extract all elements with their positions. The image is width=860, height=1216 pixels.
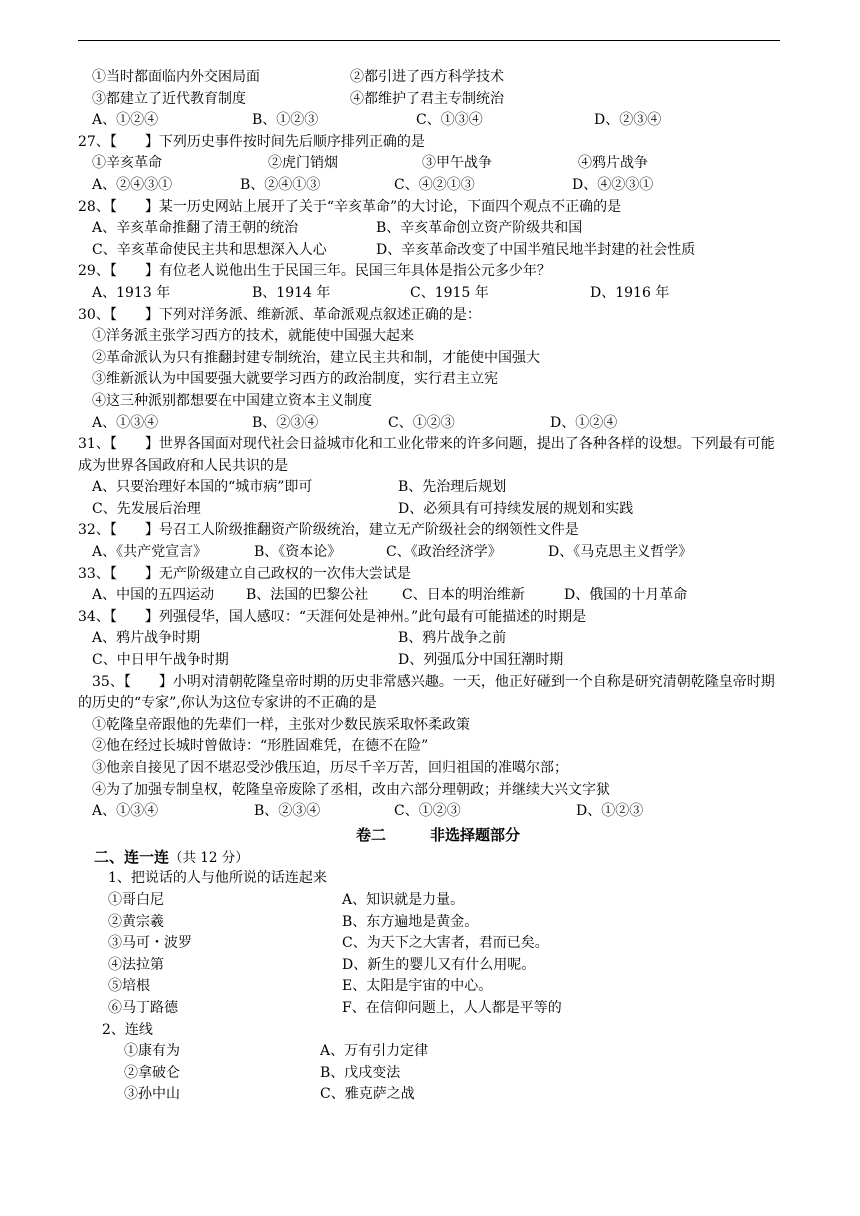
link-row-3: [78, 1084, 798, 1106]
q35-item1: ①乾隆皇帝跟他的先辈们一样，主张对少数民族采取怀柔政策: [92, 716, 470, 733]
q29-choice-c: C、1915 年: [410, 284, 489, 301]
match-person-5: ⑤培根: [108, 978, 150, 995]
q34-stem: 34、【 】列强侵华，国人感叹：“天涯何处是神州。”此句最有可能描述的时期是: [78, 608, 587, 625]
link-person-3: ③孙中山: [124, 1086, 180, 1103]
q29-choice-b: B、1914 年: [252, 284, 331, 301]
match-person-1: ①哥白尼: [108, 891, 164, 908]
q35-item3: ③他亲自接见了因不堪忍受沙俄压迫，历尽千辛万苦，回归祖国的准噶尔部；: [92, 760, 568, 776]
q28-choices-row1: [78, 218, 798, 240]
q35-choice-a: A、①③④: [92, 803, 159, 820]
q28-stem: 28、【 】某一历史网站上展开了关于“辛亥革命”的大讨论，下面四个观点不正确的是: [78, 198, 622, 215]
q26-options-row1: [78, 67, 798, 89]
match-row-3: [78, 933, 798, 955]
q26-choice-c: C、①③④: [416, 112, 483, 129]
section-title-right: 非选择题部分: [430, 825, 521, 844]
link-row-2: [78, 1063, 798, 1085]
q29-choice-a: A、1913 年: [92, 284, 171, 301]
q29-stem: 29、【 】有位老人说他出生于民国三年。民国三年具体是指公元多少年？: [78, 263, 551, 280]
q32-choice-a: A、《共产党宣言》: [92, 544, 208, 561]
sub1-title: 1、把说话的人与他所说的话连起来: [108, 870, 327, 887]
q28-choice-c: C、辛亥革命使民主共和思想深入人心: [92, 241, 327, 258]
section-title: [78, 823, 798, 847]
q35-choice-d: D、①②③: [576, 803, 644, 820]
q26-opt3: ③都建立了近代教育制度: [92, 90, 246, 107]
match-person-4: ④法拉第: [108, 956, 164, 973]
q27-item2: ②虎门销烟: [268, 155, 338, 172]
section-title-left: 卷二: [355, 825, 386, 844]
q30-choice-c: C、①②③: [388, 414, 455, 431]
link-event-c: C、雅克萨之战: [320, 1086, 415, 1103]
link-person-2: ②拿破仑: [124, 1064, 180, 1081]
q26-opt1: ①当时都面临内外交困局面: [92, 69, 260, 85]
q29-choices: [78, 283, 798, 305]
q30-choice-b: B、②③④: [252, 414, 319, 431]
q30-choice-a: A、①③④: [92, 414, 159, 431]
q32-choice-d: D、《马克思主义哲学》: [548, 544, 693, 561]
q28-choice-b: B、辛亥革命创立资产阶级共和国: [376, 220, 583, 237]
q27-choices: [78, 175, 798, 197]
q28-choice-d: D、辛亥革命改变了中国半殖民地半封建的社会性质: [376, 241, 696, 258]
q28-choice-a: A、辛亥革命推翻了清王朝的统治: [92, 220, 299, 237]
q33-choices: [78, 585, 798, 607]
q31-choice-b: B、先治理后规划: [398, 479, 507, 496]
sub2-title: 2、连线: [102, 1021, 153, 1038]
q34-choice-a: A、鸦片战争时期: [92, 630, 201, 647]
q32-choice-c: C、《政治经济学》: [386, 544, 502, 561]
q27-item1: ①辛亥革命: [92, 155, 162, 172]
q27-stem: 27、【 】下列历史事件按时间先后顺序排列正确的是: [78, 133, 425, 150]
q34-choice-b: B、鸦片战争之前: [398, 630, 507, 647]
q33-stem: 33、【 】无产阶级建立自己政权的一次伟大尝试是: [78, 565, 411, 582]
q26-choice-b: B、①②③: [252, 112, 319, 129]
q30-item4: ④这三种派别都想要在中国建立资本主义制度: [92, 392, 372, 409]
link-row-1: [78, 1041, 798, 1063]
part2-score: （共 12 分）: [169, 849, 249, 866]
q27-item3: ③甲午战争: [422, 155, 492, 172]
q32-stem: 32、【 】号召工人阶级推翻资产阶级统治，建立无产阶级社会的纲领性文件是: [78, 522, 579, 539]
match-row-2: [78, 912, 798, 934]
match-row-4: [78, 955, 798, 977]
q27-choice-b: B、②④①③: [240, 176, 321, 193]
q31-choices-row1: [78, 477, 798, 499]
q33-choice-a: A、中国的五四运动: [92, 587, 215, 604]
q30-stem: 30、【 】下列对洋务派、维新派、革命派观点叙述正确的是：: [78, 306, 481, 323]
q34-choices-row1: [78, 628, 798, 650]
q31-choice-c: C、先发展后治理: [92, 500, 201, 517]
q34-choice-c: C、中日甲午战争时期: [92, 652, 229, 669]
q27-choice-a: A、②④③①: [92, 176, 173, 193]
q26-opt4: ④都维护了君主专制统治: [350, 90, 504, 107]
q31-choice-a: A、只要治理好本国的“城市病”即可: [92, 479, 313, 496]
q31-choices-row2: [78, 499, 798, 521]
q26-choice-a: A、①②④: [92, 112, 159, 129]
link-person-1: ①康有为: [124, 1043, 180, 1060]
match-quote-f: F、在信仰问题上，人人都是平等的: [342, 999, 562, 1016]
part2-heading: [78, 847, 798, 869]
part2-heading-text: 二、连一连: [94, 847, 170, 866]
q33-choice-c: C、日本的明治维新: [402, 587, 525, 604]
q35-stem: 35、【 】小明对清朝乾隆皇帝时期的历史非常感兴趣。一天，他正好碰到一个自称是研究清朝乾隆皇帝时期的历史的“专家”,你认为这位专家讲的不正确的是: [78, 673, 775, 712]
q27-item4: ④鸦片战争: [578, 155, 648, 172]
match-person-2: ②黄宗羲: [108, 913, 164, 930]
exam-content: [78, 67, 798, 1106]
q27-choice-c: C、④②①③: [394, 176, 475, 193]
q33-choice-d: D、俄国的十月革命: [564, 587, 688, 604]
q26-choices: [78, 110, 798, 132]
match-person-6: ⑥马丁路德: [108, 999, 178, 1016]
q30-item2: ②革命派认为只有推翻封建专制统治，建立民主共和制，才能使中国强大: [92, 349, 540, 366]
q34-choices-row2: [78, 650, 798, 672]
header-rule: [78, 40, 780, 41]
q30-choices: [78, 413, 798, 435]
q31-choice-d: D、必须具有可持续发展的规划和实践: [398, 500, 634, 517]
match-quote-d: D、新生的婴儿又有什么用呢。: [342, 956, 536, 973]
q30-choice-d: D、①②④: [550, 414, 618, 431]
q30-item1: ①洋务派主张学习西方的技术，就能使中国强大起来: [92, 328, 414, 345]
match-quote-a: A、知识就是力量。: [342, 891, 465, 908]
q28-choices-row2: [78, 240, 798, 262]
q27-items: [78, 153, 798, 175]
q32-choice-b: B、《资本论》: [254, 544, 342, 561]
q31-stem: 31、【 】世界各国面对现代社会日益城市化和工业化带来的许多问题，提出了各种各样的设想。下列最有可能成为世界各国政府和人民共识的是: [78, 436, 775, 474]
q26-options-row2: [78, 89, 798, 111]
match-person-3: ③马可・波罗: [108, 935, 192, 952]
link-event-a: A、万有引力定律: [320, 1043, 429, 1060]
q33-choice-b: B、法国的巴黎公社: [246, 587, 369, 604]
match-quote-c: C、为天下之大害者，君而已矣。: [342, 935, 549, 952]
q35-item2: ②他在经过长城时曾做诗：“形胜固难凭，在德不在险”: [92, 738, 429, 755]
q35-choice-b: B、②③④: [254, 803, 321, 820]
q35-choice-c: C、①②③: [394, 803, 461, 820]
q34-choice-d: D、列强瓜分中国狂潮时期: [398, 652, 564, 669]
q30-item3: ③维新派认为中国要强大就要学习西方的政治制度，实行君主立宪: [92, 371, 498, 388]
match-row-6: [78, 998, 798, 1020]
match-quote-e: E、太阳是宇宙的中心。: [342, 978, 493, 995]
q26-choice-d: D、②③④: [594, 112, 662, 129]
q26-opt2: ②都引进了西方科学技术: [350, 69, 504, 85]
link-event-b: B、戊戌变法: [320, 1064, 401, 1081]
q35-choices: [78, 801, 798, 823]
match-quote-b: B、东方遍地是黄金。: [342, 913, 479, 930]
match-row-5: [78, 976, 798, 998]
match-row-1: [78, 890, 798, 912]
q27-choice-d: D、④②③①: [572, 176, 654, 193]
q29-choice-d: D、1916 年: [590, 284, 670, 301]
q32-choices: [78, 542, 798, 564]
q35-item4: ④为了加强专制皇权，乾隆皇帝废除了丞相，改由六部分理朝政；并继续大兴文字狱: [92, 781, 610, 798]
